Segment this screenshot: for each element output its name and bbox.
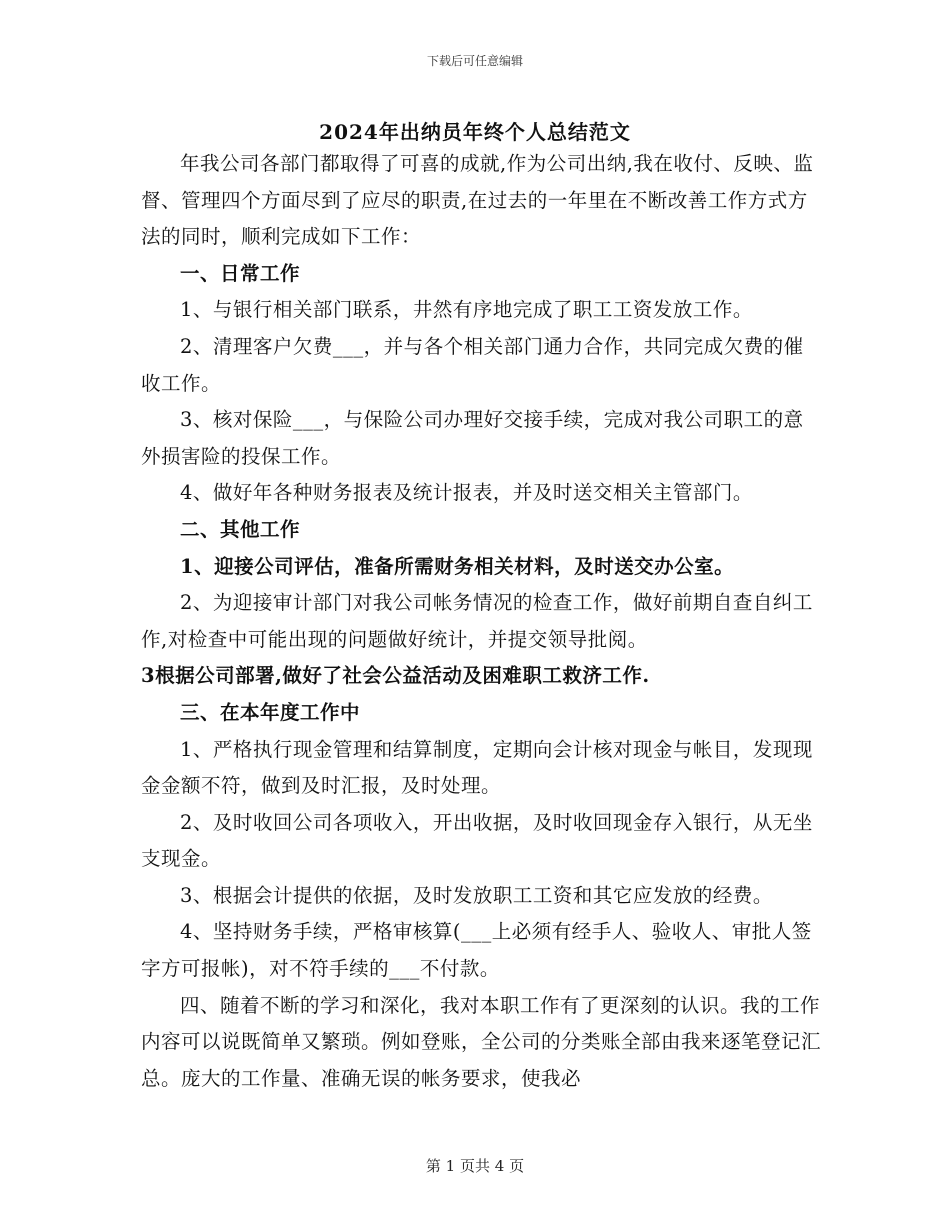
list-item: 4、做好年各种财务报表及统计报表，并及时送交相关主管部门。 — [180, 481, 753, 505]
list-item: 2、为迎接审计部门对我公司帐务情况的检查工作，做好前期自查自纠工作,对检查中可能出现的问题做好统计，并提交领导批阅。 — [141, 591, 813, 651]
document-title: 2024年出纳员年终个人总结范文 — [319, 120, 631, 144]
section-heading-daily-work: 一、日常工作 — [180, 261, 301, 285]
list-item: 3、根据会计提供的依据，及时发放职工工资和其它应发放的经费。 — [180, 883, 773, 907]
list-item: 2、清理客户欠费___，并与各个相关部门通力合作，共同完成欠费的催收工作。 — [141, 334, 804, 395]
section-heading-this-year: 三、在本年度工作中 — [180, 700, 361, 724]
section-four-paragraph: 四、随着不断的学习和深化，我对本职工作有了更深刻的认识。我的工作内容可以说既简单又繁琐。例如登账，全公司的分类账全部由我来逐笔登记汇总。庞大的工作量、准确无误的帐务要求，使我必 — [141, 993, 822, 1090]
page-number: 第 1 页共 4 页 — [425, 1157, 525, 1175]
page-header-note: 下载后可任意编辑 — [426, 54, 523, 68]
list-item: 2、及时收回公司各项收入，开出收据，及时收回现金存入银行，从无坐支现金。 — [141, 810, 813, 871]
section-heading-other-work: 二、其他工作 — [180, 517, 301, 541]
list-item: 4、坚持财务手续，严格审核算(___上必须有经手人、验收人、审批人签字方可报帐)，对不符手续的___不付款。 — [141, 920, 812, 981]
list-item: 3、核对保险___，与保险公司办理好交接手续，完成对我公司职工的意外损害险的投保工作。 — [141, 408, 804, 468]
list-item: 1、严格执行现金管理和结算制度，定期向会计核对现金与帐目，发现现金金额不符，做到及时汇报，及时处理。 — [141, 737, 813, 798]
document-body — [141, 146, 821, 1097]
bold-list-item: 1、迎接公司评估，准备所需财务相关材料，及时送交办公室。 — [180, 554, 735, 578]
bold-list-item: 3根据公司部署,做好了社会公益活动及困难职工救济工作. — [141, 664, 650, 688]
intro-paragraph: 年我公司各部门都取得了可喜的成就,作为公司出纳,我在收付、反映、监督、管理四个方面尽到了应尽的职责,在过去的一年里在不断改善工作方式方法的同时，顺利完成如下工作： — [141, 152, 814, 249]
list-item: 1、与银行相关部门联系，井然有序地完成了职工工资发放工作。 — [180, 298, 753, 322]
